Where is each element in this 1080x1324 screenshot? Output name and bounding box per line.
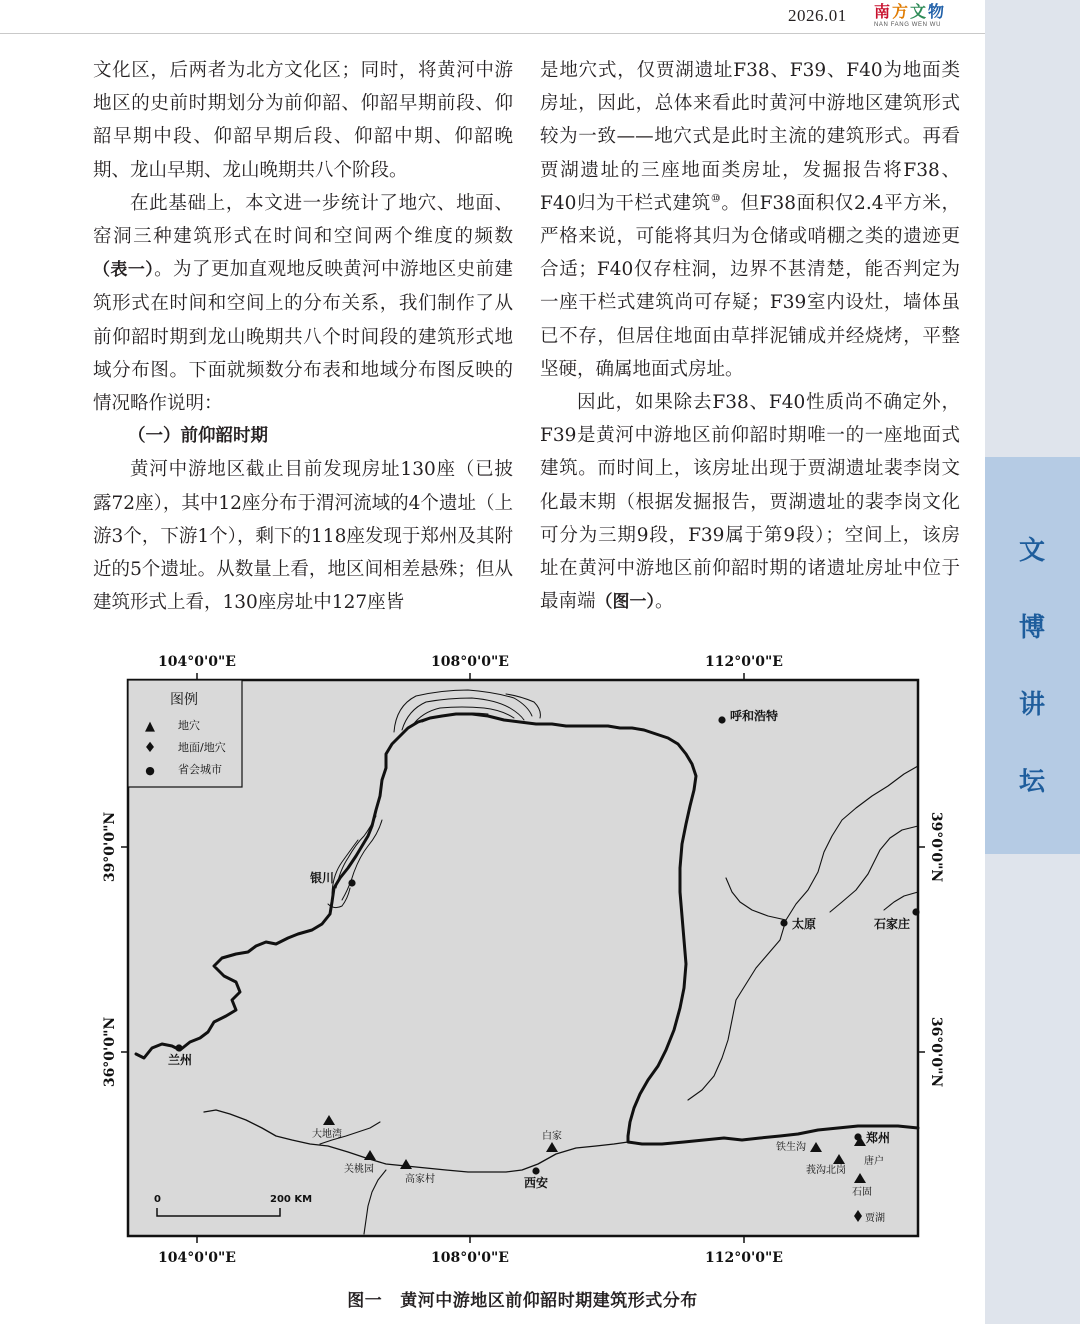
city-label: 呼和浩特: [730, 709, 779, 723]
site-label: 高家村: [405, 1174, 435, 1185]
right-column: [540, 54, 960, 619]
lat-label: 36°0'0"N: [928, 1016, 944, 1088]
city-label: 银川: [310, 871, 335, 885]
section-title-char: 坛: [1018, 767, 1045, 797]
paragraph: 黄河中游地区截止目前发现房址130座（已披露72座），其中12座分布于渭河流域的4个遗址（上游3个，下游1个），剩下的118座发现于郑州及其附近的5个遗址。从数量上看，地区间相差悬殊；但从建筑形式上看，130座房址中127座皆: [93, 459, 513, 614]
site-label: 莪沟北岗: [806, 1165, 846, 1176]
map-legend: [128, 680, 242, 787]
city-label: 石家庄: [874, 917, 911, 931]
section-heading: （一）前仰韶时期: [128, 426, 268, 447]
lat-label: 36°0'0"N: [102, 1016, 118, 1088]
legend-label: 省会城市: [178, 763, 222, 776]
section-title-char: 文: [1018, 536, 1045, 566]
lon-label: 112°0'0"E: [705, 1250, 783, 1266]
legend-title: 图例: [170, 692, 198, 708]
site-label: 大地湾: [312, 1129, 342, 1140]
city-label: 太原: [792, 917, 817, 931]
journal-logo-en: NAN FANG WEN WU: [874, 22, 941, 28]
lon-label: 108°0'0"E: [431, 654, 509, 670]
lon-label: 112°0'0"E: [705, 654, 783, 670]
section-title-char: 讲: [1018, 690, 1045, 720]
journal-logo-cn: 南方文物: [874, 2, 947, 21]
lon-label: 104°0'0"E: [158, 654, 236, 670]
site-label: 唐户: [864, 1156, 884, 1167]
section-title-char: 博: [1018, 613, 1045, 643]
city-label: 西安: [524, 1176, 549, 1190]
city-label: 兰州: [168, 1053, 193, 1067]
city-dot: [348, 879, 355, 886]
site-label: 贾湖: [865, 1213, 885, 1224]
left-column: [93, 54, 513, 619]
figure-title: 黄河中游地区前仰韶时期建筑形式分布: [400, 1291, 698, 1311]
city-dot: [718, 716, 725, 723]
paragraph: 因此，如果除去F38、F40性质尚不确定外，F39是黄河中游地区前仰韶时期唯一的一座地面式建筑。而时间上，该房址出现于贾湖遗址裴李岗文化最末期（根据发掘报告，贾湖遗址的裴李岗文化可分为三期9段，F39属于第9段）；空间上，该房址在黄河中游地区前仰韶时期的诸遗址房址中位于最南端（图一）。: [540, 392, 960, 613]
scale-distance: 200 KM: [270, 1194, 313, 1205]
lat-label: 39°0'0"N: [102, 811, 118, 883]
city-dot: [780, 919, 787, 926]
scale-zero: 0: [154, 1194, 161, 1205]
legend-label: 地面/地穴: [178, 741, 226, 754]
figure-reference: （图一）: [595, 592, 656, 613]
legend-label: 地穴: [178, 719, 200, 732]
paragraph: 在此基础上，本文进一步统计了地穴、地面、窑洞三种建筑形式在时间和空间两个维度的频数（表一）。为了更加直观地反映黄河中游地区史前建筑形式在时间和空间上的分布关系，我们制作了从前仰韶时期到龙山晚期共八个时间段的建筑形式地域分布图。下面就频数分布表和地域分布图反映的情况略作说明：: [93, 192, 513, 415]
lon-label: 108°0'0"E: [431, 1250, 509, 1266]
paragraph: 文化区，后两者为北方文化区；同时，将黄河中游地区的史前时期划分为前仰韶、仰韶早期前段、仰韶早期中段、仰韶早期后段、仰韶中期、仰韶晚期、龙山早期、龙山晚期共八个阶段。: [93, 60, 513, 181]
site-label: 关桃园: [344, 1164, 374, 1175]
diamond-icon: ♦: [143, 740, 157, 756]
header-rule: [0, 33, 985, 34]
footnote-ref[interactable]: ⑩: [710, 191, 722, 205]
city-dot: [175, 1044, 182, 1051]
dot-icon: ●: [145, 764, 155, 777]
journal-logo: [874, 3, 954, 31]
paragraph: 是地穴式，仅贾湖遗址F38、F39、F40为地面类房址，因此，总体来看此时黄河中游地区建筑形式较为一致——地穴式是此时主流的建筑形式。再看贾湖遗址的三座地面类房址，发掘报告将F38、F40归为干栏式建筑⑩。但F38面积仅2.4平方米，严格来说，可能将其归为仓储或哨棚之类的遗迹更合适；F40仅存柱洞，边界不甚清楚，能否判定为一座干栏式建筑尚可存疑；F39室内设灶，墙体虽已不存，但居住地面由草拌泥铺成并经烧烤，平整坚硬，确属地面式房址。: [540, 60, 960, 380]
city-dot: [912, 908, 919, 915]
lon-label: 104°0'0"E: [158, 1250, 236, 1266]
city-label: 郑州: [866, 1131, 891, 1145]
issue-number: 2026.01: [788, 6, 847, 25]
distribution-map: [96, 640, 956, 1280]
figure-caption: [0, 1286, 985, 1311]
city-dot: [532, 1167, 539, 1174]
lat-label: 39°0'0"N: [928, 811, 944, 883]
figure-number: 图一: [347, 1291, 383, 1311]
triangle-icon: ▲: [145, 719, 155, 734]
site-label: 铁生沟: [776, 1142, 806, 1153]
site-label: 石固: [852, 1187, 872, 1198]
site-label: 白家: [542, 1131, 562, 1142]
table-reference: （表一）: [93, 260, 155, 281]
